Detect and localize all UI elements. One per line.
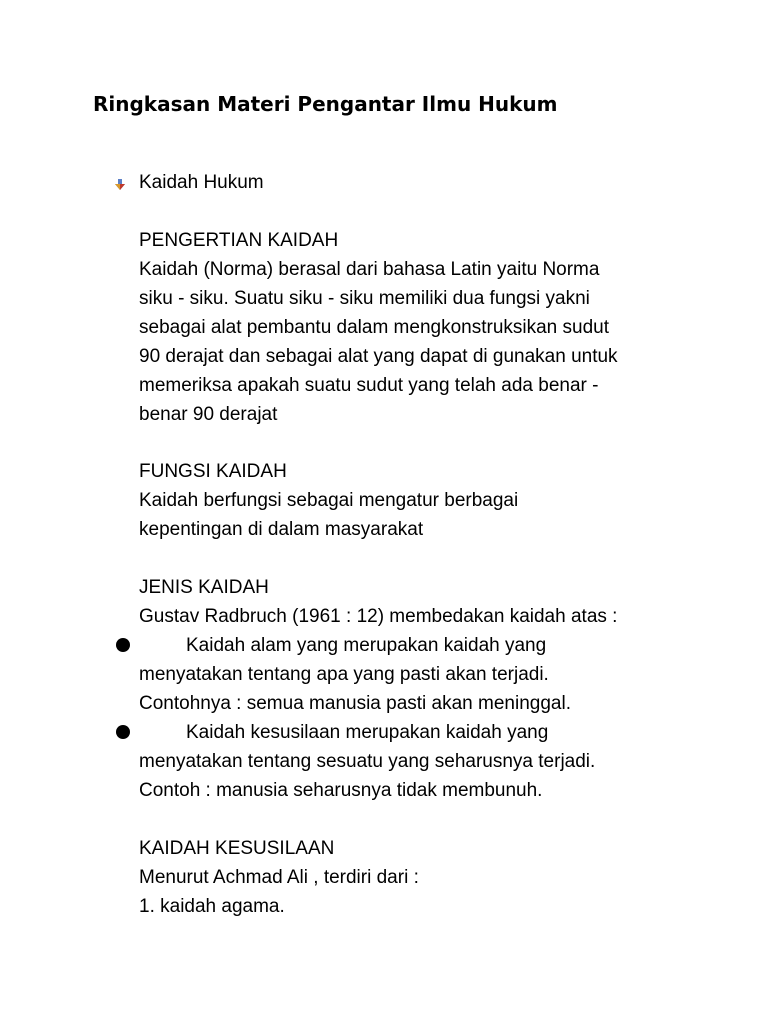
bullet-dot-icon [116, 725, 130, 739]
pengertian-line: sebagai alat pembantu dalam mengkonstruksikan sudut [139, 317, 610, 338]
jenis-item-line: Kaidah kesusilaan merupakan kaidah yang [186, 722, 549, 743]
document-title: Ringkasan Materi Pengantar Ilmu Hukum [93, 92, 558, 116]
kesusilaan-line: 1. kaidah agama. [139, 896, 285, 917]
fungsi-line: Kaidah berfungsi sebagai mengatur berbagai [139, 490, 519, 511]
pengertian-heading: PENGERTIAN KAIDAH [139, 230, 339, 251]
jenis-item-line: Kaidah alam yang merupakan kaidah yang [186, 635, 547, 656]
pengertian-line: 90 derajat dan sebagai alat yang dapat di gunakan untuk [139, 346, 618, 367]
jenis-heading: JENIS KAIDAH [139, 577, 269, 598]
fungsi-line: kepentingan di dalam masyarakat [139, 519, 424, 540]
bullet-dot-icon [116, 638, 130, 652]
jenis-item-line: menyatakan tentang sesuatu yang seharusnya terjadi. [139, 751, 596, 772]
section-heading: Kaidah Hukum [139, 172, 264, 193]
pengertian-line: Kaidah (Norma) berasal dari bahasa Latin yaitu Norma [139, 259, 600, 280]
jenis-intro: Gustav Radbruch (1961 : 12) membedakan kaidah atas : [139, 606, 618, 627]
jenis-item-line: Contoh : manusia seharusnya tidak membunuh. [139, 780, 543, 801]
fungsi-heading: FUNGSI KAIDAH [139, 461, 287, 482]
pengertian-line: siku - siku. Suatu siku - siku memiliki dua fungsi yakni [139, 288, 590, 309]
arrow-bullet-icon [113, 178, 127, 192]
jenis-item-line: Contohnya : semua manusia pasti akan meninggal. [139, 693, 571, 714]
pengertian-line: benar 90 derajat [139, 404, 278, 425]
kesusilaan-line: Menurut Achmad Ali , terdiri dari : [139, 867, 419, 888]
pengertian-line: memeriksa apakah suatu sudut yang telah ada benar - [139, 375, 599, 396]
kesusilaan-heading: KAIDAH KESUSILAAN [139, 838, 335, 859]
jenis-item-line: menyatakan tentang apa yang pasti akan terjadi. [139, 664, 549, 685]
